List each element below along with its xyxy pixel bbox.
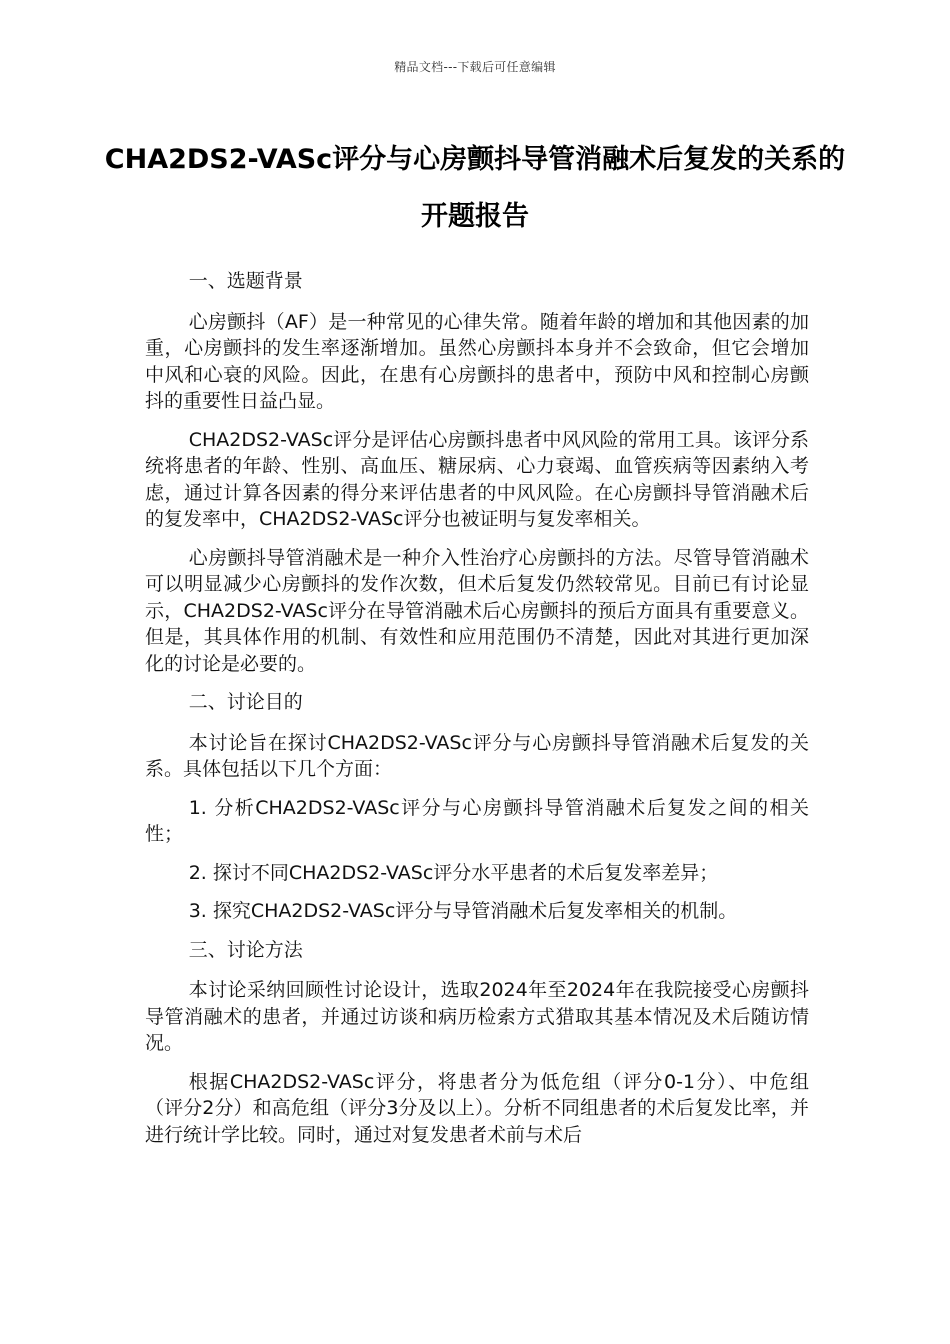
section-heading-purpose: 二、讨论目的	[188, 691, 303, 713]
header-note: 精品文档---下载后可任意编辑	[394, 60, 556, 74]
list-item: 3. 探究CHA2DS2-VASc评分与导管消融术后复发率相关的机制。	[188, 900, 738, 922]
paragraph: 心房颤抖导管消融术是一种介入性治疗心房颤抖的方法。尽管导管消融术可以明显减少心房颤抖的发作次数，但术后复发仍然较常见。目前已有讨论显示，CHA2DS2-VASc评分在导管消融术后心房颤抖的预后方面具有重要意义。但是，其具体作用的机制、有效性和应用范围仍不清楚，因此对其进行更加深化的讨论是必要的。	[145, 546, 809, 675]
paragraph: CHA2DS2-VASc评分是评估心房颤抖患者中风风险的常用工具。该评分系统将患者的年龄、性别、高血压、糖尿病、心力衰竭、血管疾病等因素纳入考虑，通过计算各因素的得分来评估患者的中风风险。在心房颤抖导管消融术后的复发率中，CHA2DS2-VASc评分也被证明与复发率相关。	[145, 428, 809, 530]
paragraph: 心房颤抖（AF）是一种常见的心律失常。随着年龄的增加和其他因素的加重，心房颤抖的发生率逐渐增加。虽然心房颤抖本身并不会致命，但它会增加中风和心衰的风险。因此，在患有心房颤抖的患者中，预防中风和控制心房颤抖的重要性日益凸显。	[145, 310, 809, 412]
document-body	[145, 268, 809, 1160]
document-title: CHA2DS2-VASc评分与心房颤抖导管消融术后复发的关系的开题报告	[104, 144, 846, 232]
list-item: 1. 分析CHA2DS2-VASc评分与心房颤抖导管消融术后复发之间的相关性；	[145, 796, 809, 845]
section-heading-background: 一、选题背景	[188, 270, 303, 292]
paragraph: 根据CHA2DS2-VASc评分，将患者分为低危组（评分0-1分）、中危组（评分2分）和高危组（评分3分及以上）。分析不同组患者的术后复发比率，并进行统计学比较。同时，通过对复发患者术前与术后	[145, 1070, 809, 1146]
paragraph: 本讨论旨在探讨CHA2DS2-VASc评分与心房颤抖导管消融术后复发的关系。具体包括以下几个方面：	[145, 731, 809, 780]
list-item: 2. 探讨不同CHA2DS2-VASc评分水平患者的术后复发率差异；	[188, 861, 719, 884]
paragraph: 本讨论采纳回顾性讨论设计，选取2024年至2024年在我院接受心房颤抖导管消融术的患者，并通过访谈和病历检索方式猎取其基本情况及术后随访情况。	[145, 979, 809, 1054]
section-heading-methods: 三、讨论方法	[188, 938, 303, 961]
